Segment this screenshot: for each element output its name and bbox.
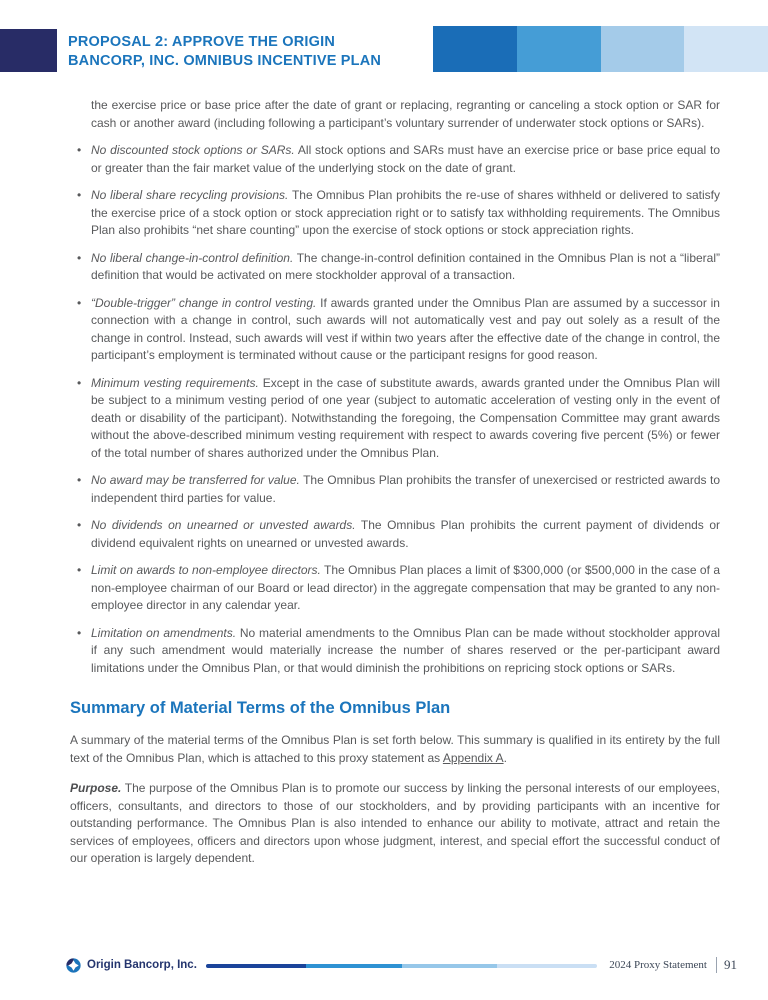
bullet-text: The change-in-control definition contained in the Omnibus Plan is not a “liberal” definition that would be activated on mere stockholder approval of a transaction. [91, 250, 721, 282]
footer-divider [716, 957, 717, 973]
bullet-item [70, 562, 720, 615]
purpose-text: The purpose of the Omnibus Plan is to promote our success by linking the personal interests of our employees, officers, consultants, and directors to those of our stockholders, and by providing participants with an incentive for outstanding performance. The Omnibus Plan is also intended to enhance our ability to motivate, attract and retain the services of employees, officers and directors upon whose judgment, interest, and special effort the successful conduct of our operation is largely dependent. [70, 781, 721, 865]
bullet-item [70, 187, 720, 240]
bullet-lead: Minimum vesting requirements. [91, 375, 259, 390]
bullet-item [70, 472, 720, 507]
bullet-text: The Omnibus Plan prohibits the transfer of unexercised or restricted awards to independent third parties for value. [91, 473, 720, 505]
summary-text-before: A summary of the material terms of the Omnibus Plan is set forth below. This summary is qualified in its entirety by the full text of the Omnibus Plan, which is attached to this proxy statement as [70, 733, 720, 765]
header-accent-block [0, 29, 57, 72]
header-color-strip [433, 26, 768, 72]
bullet-lead: No dividends on unearned or unvested awards. [91, 518, 356, 532]
bullet-text: No material amendments to the Omnibus Plan can be made without stockholder approval if any such amendment would materially increase the number of shares reserved or the per-participant award limitations under the Omnibus Plan, or that would diminish the prohibitions on repricing stock options or SARs. [91, 625, 720, 675]
bullet-text: Except in the case of substitute awards, awards granted under the Omnibus Plan will be subject to a minimum vesting period of one year (subject to automatic acceleration of vesting only in the event of death or disability of the participant). Notwithstanding the foregoing, the Compensation Committee may grant awards without the above-described minimum vesting requirement with respect to awards covering five percent (5%) or fewer of the total number of shares authorized under the Omnibus Plan. [91, 375, 720, 460]
appendix-a-link[interactable]: Appendix A [442, 750, 504, 765]
bullet-item [70, 250, 720, 285]
bullet-item [70, 295, 720, 365]
bullet-lead: No discounted stock options or SARs. [91, 143, 295, 157]
bullet-lead: No liberal change-in-control definition. [91, 250, 294, 265]
document-body [70, 72, 720, 868]
footer-bar-segment-2 [306, 964, 402, 968]
bullet-lead: No award may be transferred for value. [91, 473, 300, 487]
summary-text-after: . [503, 750, 507, 765]
bullet-lead: Limitation on amendments. [91, 625, 237, 640]
bullet-text: All stock options and SARs must have an exercise price or base price equal to or greater than the fair market value of the underlying stock on the date of grant. [91, 143, 721, 175]
footer-bar-segment-1 [206, 964, 306, 968]
summary-paragraph [70, 732, 720, 767]
footer-bar-segment-4 [497, 964, 597, 968]
header-strip-segment-2 [517, 26, 601, 72]
bullet-lead: Limit on awards to non-employee directors. [91, 563, 321, 577]
section-heading: Summary of Material Terms of the Omnibus Plan [70, 699, 451, 717]
header-strip-segment-1 [433, 26, 517, 72]
bullet-item [70, 375, 720, 463]
purpose-paragraph [70, 780, 720, 868]
page-number: 91 [724, 957, 737, 972]
bullet-lead: No liberal share recycling provisions. [91, 188, 289, 202]
bullet-text: If awards granted under the Omnibus Plan are assumed by a successor in connection with a change in control, such awards will not automatically vest and pay out solely as a result of the change in control. Instead, such awards will vest if within two years after the effective date of the change in control, the participant’s employment is terminated without cause or the participant resigns for good reason. [91, 295, 720, 362]
purpose-lead: Purpose. [70, 781, 122, 795]
bullet-list [70, 142, 720, 677]
footer-company-name: Origin Bancorp, Inc. [87, 959, 197, 971]
origin-bancorp-logo-icon [66, 958, 81, 973]
footer-bar-segment-3 [402, 964, 498, 968]
page-title-line2: BANCORP, INC. OMNIBUS INCENTIVE PLAN [68, 53, 382, 69]
footer-gradient-bar [206, 964, 597, 968]
page-title [68, 33, 381, 71]
bullet-item [70, 517, 720, 552]
bullet-item [70, 142, 720, 177]
bullet-text: The Omnibus Plan prohibits the re-use of shares withheld or delivered to satisfy the exercise price of a stock option or stock appreciation right or to satisfy tax withholding requirements. The Omnibus Plan also prohibits “net share counting” upon the exercise of stock options or stock appreciation rights. [91, 188, 720, 237]
bullet-text: The Omnibus Plan prohibits the current payment of dividends or dividend equivalent rights on unearned or unvested awards. [91, 518, 720, 550]
header-strip-segment-3 [601, 26, 685, 72]
bullet-text: The Omnibus Plan places a limit of $300,000 (or $500,000 in the case of a non-employee chairman of our Board or lead director) in the aggregate compensation that may be granted to any non-employee director in any calendar year. [91, 563, 720, 612]
footer-proxy-statement-label: 2024 Proxy Statement [609, 959, 707, 971]
bullet-item [70, 625, 720, 678]
page-footer [66, 954, 737, 976]
header-strip-segment-4 [684, 26, 768, 72]
page-title-line1: PROPOSAL 2: APPROVE THE ORIGIN [68, 34, 336, 50]
intro-paragraph: the exercise price or base price after the date of grant or replacing, regranting or canceling a stock option or SAR for cash or another award (including following a participant’s voluntary surrender of underwater stock options or SARs). [91, 98, 720, 130]
bullet-lead: “Double-trigger” change in control vesting. [91, 295, 317, 310]
